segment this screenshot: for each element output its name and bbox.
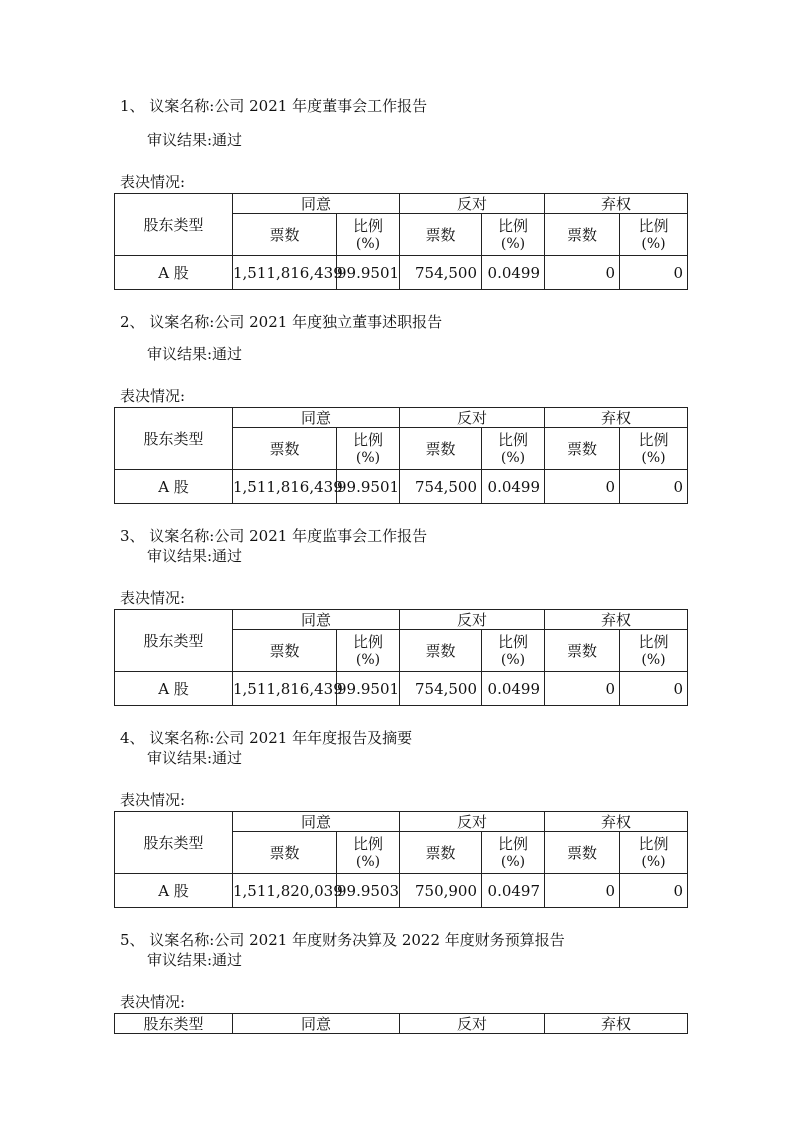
header-agree-ratio	[337, 214, 400, 256]
ratio-unit: (%)	[641, 235, 666, 252]
header-oppose-votes: 票数	[400, 428, 482, 470]
header-shareholder-type: 股东类型	[115, 610, 233, 672]
proposal-2-vote-table	[114, 407, 688, 504]
oppose-ratio: 0.0497	[482, 874, 545, 908]
header-abstain-ratio	[620, 214, 688, 256]
proposal-1-table-caption: 表决情况:	[120, 173, 186, 191]
proposal-1-heading: 1、 议案名称:公司 2021 年度董事会工作报告	[120, 97, 428, 115]
ratio-label: 比例	[498, 216, 529, 235]
share-class: A 股	[115, 256, 233, 290]
header-agree-ratio	[337, 428, 400, 470]
agree-votes: 1,511,820,039	[233, 874, 337, 908]
header-agree: 同意	[233, 194, 400, 214]
agree-votes: 1,511,816,439	[233, 256, 337, 290]
header-shareholder-type: 股东类型	[115, 408, 233, 470]
ratio-label: 比例	[353, 430, 384, 449]
proposal-5-heading: 5、 议案名称:公司 2021 年度财务决算及 2022 年度财务预算报告	[120, 931, 565, 949]
ratio-unit: (%)	[500, 853, 526, 870]
ratio-label: 比例	[498, 430, 529, 449]
agree-ratio: 99.9503	[337, 874, 400, 908]
header-agree-votes: 票数	[233, 630, 337, 672]
header-oppose: 反对	[400, 610, 545, 630]
table-row	[115, 672, 688, 706]
share-class: A 股	[115, 470, 233, 504]
header-agree-ratio	[337, 832, 400, 874]
ratio-label: 比例	[353, 216, 384, 235]
header-abstain: 弃权	[545, 812, 688, 832]
proposal-2-table-caption: 表决情况:	[120, 387, 186, 405]
header-shareholder-type: 股东类型	[115, 194, 233, 256]
header-oppose: 反对	[400, 812, 545, 832]
proposal-4-result: 审议结果:通过	[147, 749, 243, 767]
header-oppose-votes: 票数	[400, 832, 482, 874]
header-abstain-ratio	[620, 832, 688, 874]
oppose-ratio: 0.0499	[482, 672, 545, 706]
header-abstain-ratio	[620, 428, 688, 470]
header-oppose: 反对	[400, 1014, 545, 1034]
ratio-unit: (%)	[641, 651, 666, 668]
oppose-ratio: 0.0499	[482, 470, 545, 504]
table-row	[115, 256, 688, 290]
header-agree: 同意	[233, 408, 400, 428]
ratio-unit: (%)	[641, 449, 666, 466]
header-shareholder-type: 股东类型	[115, 1014, 233, 1034]
share-class: A 股	[115, 874, 233, 908]
ratio-unit: (%)	[355, 853, 381, 870]
header-abstain: 弃权	[545, 408, 688, 428]
proposal-3-table-caption: 表决情况:	[120, 589, 186, 607]
abstain-votes: 0	[545, 874, 620, 908]
proposal-3-result: 审议结果:通过	[147, 547, 243, 565]
header-abstain-votes: 票数	[545, 214, 620, 256]
ratio-unit: (%)	[500, 651, 526, 668]
oppose-votes: 754,500	[400, 672, 482, 706]
header-abstain: 弃权	[545, 1014, 688, 1034]
abstain-ratio: 0	[620, 470, 688, 504]
ratio-unit: (%)	[355, 235, 381, 252]
ratio-label: 比例	[638, 632, 669, 651]
ratio-label: 比例	[638, 216, 669, 235]
agree-ratio: 99.9501	[337, 470, 400, 504]
header-oppose-votes: 票数	[400, 630, 482, 672]
abstain-votes: 0	[545, 672, 620, 706]
header-abstain-votes: 票数	[545, 630, 620, 672]
agree-votes: 1,511,816,439	[233, 470, 337, 504]
ratio-unit: (%)	[500, 235, 526, 252]
proposal-3-heading: 3、 议案名称:公司 2021 年度监事会工作报告	[120, 527, 428, 545]
proposal-4-heading: 4、 议案名称:公司 2021 年年度报告及摘要	[120, 729, 413, 747]
oppose-votes: 754,500	[400, 470, 482, 504]
header-agree: 同意	[233, 812, 400, 832]
proposal-2-heading: 2、 议案名称:公司 2021 年度独立董事述职报告	[120, 313, 443, 331]
ratio-unit: (%)	[355, 651, 381, 668]
header-agree-votes: 票数	[233, 832, 337, 874]
ratio-unit: (%)	[355, 449, 381, 466]
ratio-label: 比例	[638, 834, 669, 853]
proposal-1-result: 审议结果:通过	[147, 131, 243, 149]
ratio-label: 比例	[353, 834, 384, 853]
header-abstain-votes: 票数	[545, 832, 620, 874]
header-agree-votes: 票数	[233, 428, 337, 470]
agree-ratio: 99.9501	[337, 256, 400, 290]
abstain-votes: 0	[545, 256, 620, 290]
oppose-ratio: 0.0499	[482, 256, 545, 290]
oppose-votes: 754,500	[400, 256, 482, 290]
header-oppose: 反对	[400, 408, 545, 428]
table-row	[115, 874, 688, 908]
table-row	[115, 470, 688, 504]
ratio-label: 比例	[638, 430, 669, 449]
proposal-5-vote-table	[114, 1013, 688, 1034]
agree-votes: 1,511,816,439	[233, 672, 337, 706]
ratio-unit: (%)	[641, 853, 666, 870]
ratio-unit: (%)	[500, 449, 526, 466]
header-abstain: 弃权	[545, 194, 688, 214]
header-abstain-votes: 票数	[545, 428, 620, 470]
ratio-label: 比例	[498, 632, 529, 651]
ratio-label: 比例	[498, 834, 529, 853]
header-shareholder-type: 股东类型	[115, 812, 233, 874]
abstain-ratio: 0	[620, 874, 688, 908]
header-oppose-ratio	[482, 832, 545, 874]
proposal-1-vote-table	[114, 193, 688, 290]
proposal-4-table-caption: 表决情况:	[120, 791, 186, 809]
proposal-4-vote-table	[114, 811, 688, 908]
agree-ratio: 99.9501	[337, 672, 400, 706]
header-oppose: 反对	[400, 194, 545, 214]
abstain-ratio: 0	[620, 672, 688, 706]
oppose-votes: 750,900	[400, 874, 482, 908]
ratio-label: 比例	[353, 632, 384, 651]
header-oppose-ratio	[482, 214, 545, 256]
proposal-5-result: 审议结果:通过	[147, 951, 243, 969]
header-agree: 同意	[233, 610, 400, 630]
header-oppose-votes: 票数	[400, 214, 482, 256]
header-agree-votes: 票数	[233, 214, 337, 256]
header-abstain-ratio	[620, 630, 688, 672]
header-abstain: 弃权	[545, 610, 688, 630]
header-oppose-ratio	[482, 428, 545, 470]
header-oppose-ratio	[482, 630, 545, 672]
header-agree: 同意	[233, 1014, 400, 1034]
abstain-votes: 0	[545, 470, 620, 504]
share-class: A 股	[115, 672, 233, 706]
proposal-5-table-caption: 表决情况:	[120, 993, 186, 1011]
proposal-2-result: 审议结果:通过	[147, 345, 243, 363]
header-agree-ratio	[337, 630, 400, 672]
abstain-ratio: 0	[620, 256, 688, 290]
proposal-3-vote-table	[114, 609, 688, 706]
